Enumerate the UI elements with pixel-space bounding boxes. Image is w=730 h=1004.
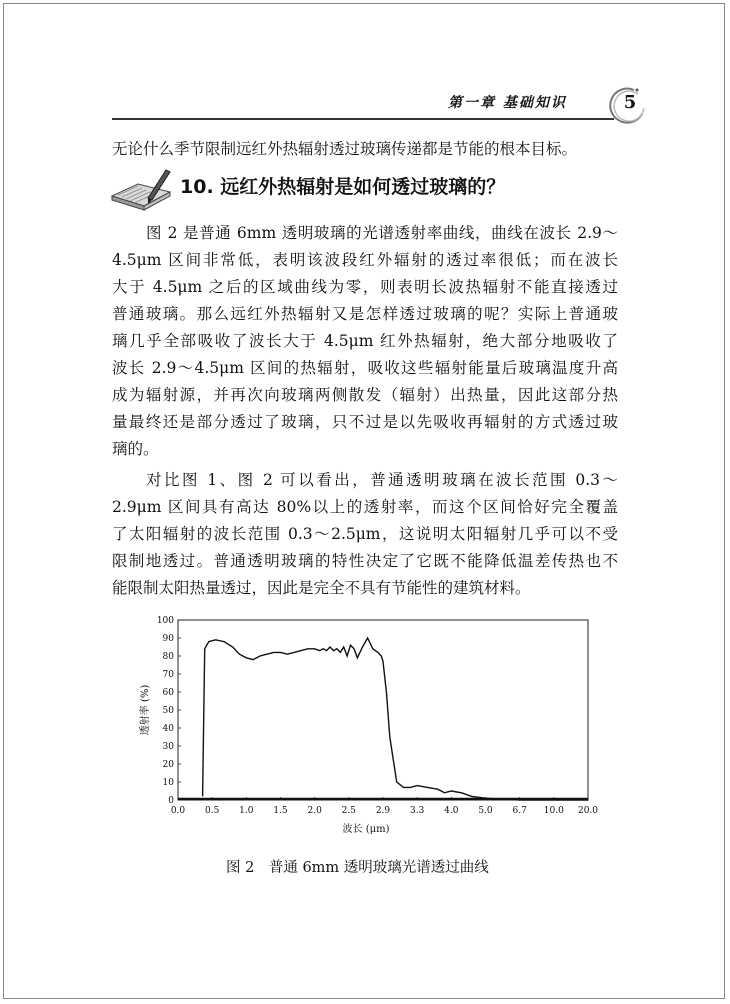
intro-line: 无论什么季节限制远红外热辐射透过玻璃传递都是节能的根本目标。 <box>112 140 578 158</box>
paragraph-line: 量最终还是部分透过了玻璃，只不过是以先吸收再辐射的方式透过玻 <box>112 413 618 431</box>
paragraph-line: 成为辐射源，并再次向玻璃两侧散发（辐射）出热量，因此这部分热 <box>112 386 618 404</box>
chart-y-tick-label: 90 <box>162 634 174 644</box>
chart-y-tick-label: 60 <box>162 688 174 698</box>
paragraph-line: 璃的。 <box>112 440 159 458</box>
chart-y-tick-label: 100 <box>156 616 174 626</box>
paragraph-line: 普通玻璃。那么远红外热辐射又是怎样透过玻璃的呢？实际上普通玻 <box>112 305 618 323</box>
page-number: 5 <box>623 92 637 113</box>
paragraph-line: 能限制太阳热量透过，因此是完全不具有节能性的建筑材料。 <box>112 579 531 597</box>
section-heading: 10. 远红外热辐射是如何透过玻璃的？ <box>180 176 506 198</box>
chart-y-tick-label: 30 <box>162 742 174 752</box>
chart-x-tick-label: 1.0 <box>239 806 254 816</box>
book-pen-icon <box>108 166 178 214</box>
chart-x-tick-label: 3.3 <box>410 806 425 816</box>
chart-x-tick-label: 0.0 <box>170 806 186 816</box>
paragraph-line: 限制地透过。普通透明玻璃的特性决定了它既不能降低温差传热也不 <box>112 552 618 570</box>
chart-y-tick-label: 40 <box>162 724 174 734</box>
chart-x-tick-label: 2.5 <box>341 806 356 816</box>
paragraph-line: 了太阳辐射的波长范围 0.3～2.5μm，这说明太阳辐射几乎可以不受 <box>112 525 618 543</box>
chart-plot-frame <box>178 620 588 800</box>
chart-y-tick-label: 70 <box>162 670 174 680</box>
chapter-title: 第一章 基础知识 <box>448 95 567 111</box>
chart-x-tick-label: 2.9 <box>375 806 391 816</box>
chart-x-label: 波长 (μm) <box>342 824 390 835</box>
paragraph-line: 波长 2.9～4.5μm 区间的热辐射，吸收这些辐射能量后玻璃温度升高 <box>112 359 618 377</box>
chart-x-tick-label: 6.7 <box>512 806 527 816</box>
paragraph-line: 图 2 是普通 6mm 透明玻璃的光谱透射率曲线，曲线在波长 2.9～ <box>146 224 618 242</box>
chart-y-tick-label: 80 <box>162 652 174 662</box>
chart-x-tick-label: 1.5 <box>273 806 288 816</box>
chart-y-tick-label: 0 <box>168 796 174 806</box>
chart-y-tick-label: 20 <box>162 760 174 770</box>
chart-y-tick-label: 10 <box>162 778 174 788</box>
chart-x-tick-label: 5.0 <box>478 806 493 816</box>
paragraph-line: 2.9μm 区间具有高达 80%以上的透射率，而这个区间恰好完全覆盖 <box>112 498 618 516</box>
chart-x-tick-label: 2.0 <box>307 806 322 816</box>
figure-caption: 图 2 普通 6mm 透明玻璃光谱透过曲线 <box>226 860 489 876</box>
transmittance-curve <box>203 638 588 800</box>
chart-x-tick-label: 20.0 <box>577 806 599 816</box>
paragraph-line: 4.5μm 区间非常低，表明该波段红外辐射的透过率很低；而在波长 <box>112 251 618 269</box>
chart-y-label: 透射率 (%) <box>140 684 151 736</box>
chart-x-tick-label: 4.0 <box>444 806 459 816</box>
paragraph-line: 大于 4.5μm 之后的区域曲线为零，则表明长波热辐射不能直接透过 <box>112 278 618 296</box>
chart-y-tick-label: 50 <box>162 706 174 716</box>
transmittance-chart <box>130 608 600 838</box>
chart-x-tick-label: 0.5 <box>205 806 220 816</box>
chart-x-tick-label: 10.0 <box>543 806 564 816</box>
header-rule <box>112 118 614 120</box>
paragraph-line: 对比图 1、图 2 可以看出，普通透明玻璃在波长范围 0.3～ <box>146 471 618 489</box>
paragraph-line: 璃几乎全部吸收了波长大于 4.5μm 红外热辐射，绝大部分地吸收了 <box>112 332 618 350</box>
